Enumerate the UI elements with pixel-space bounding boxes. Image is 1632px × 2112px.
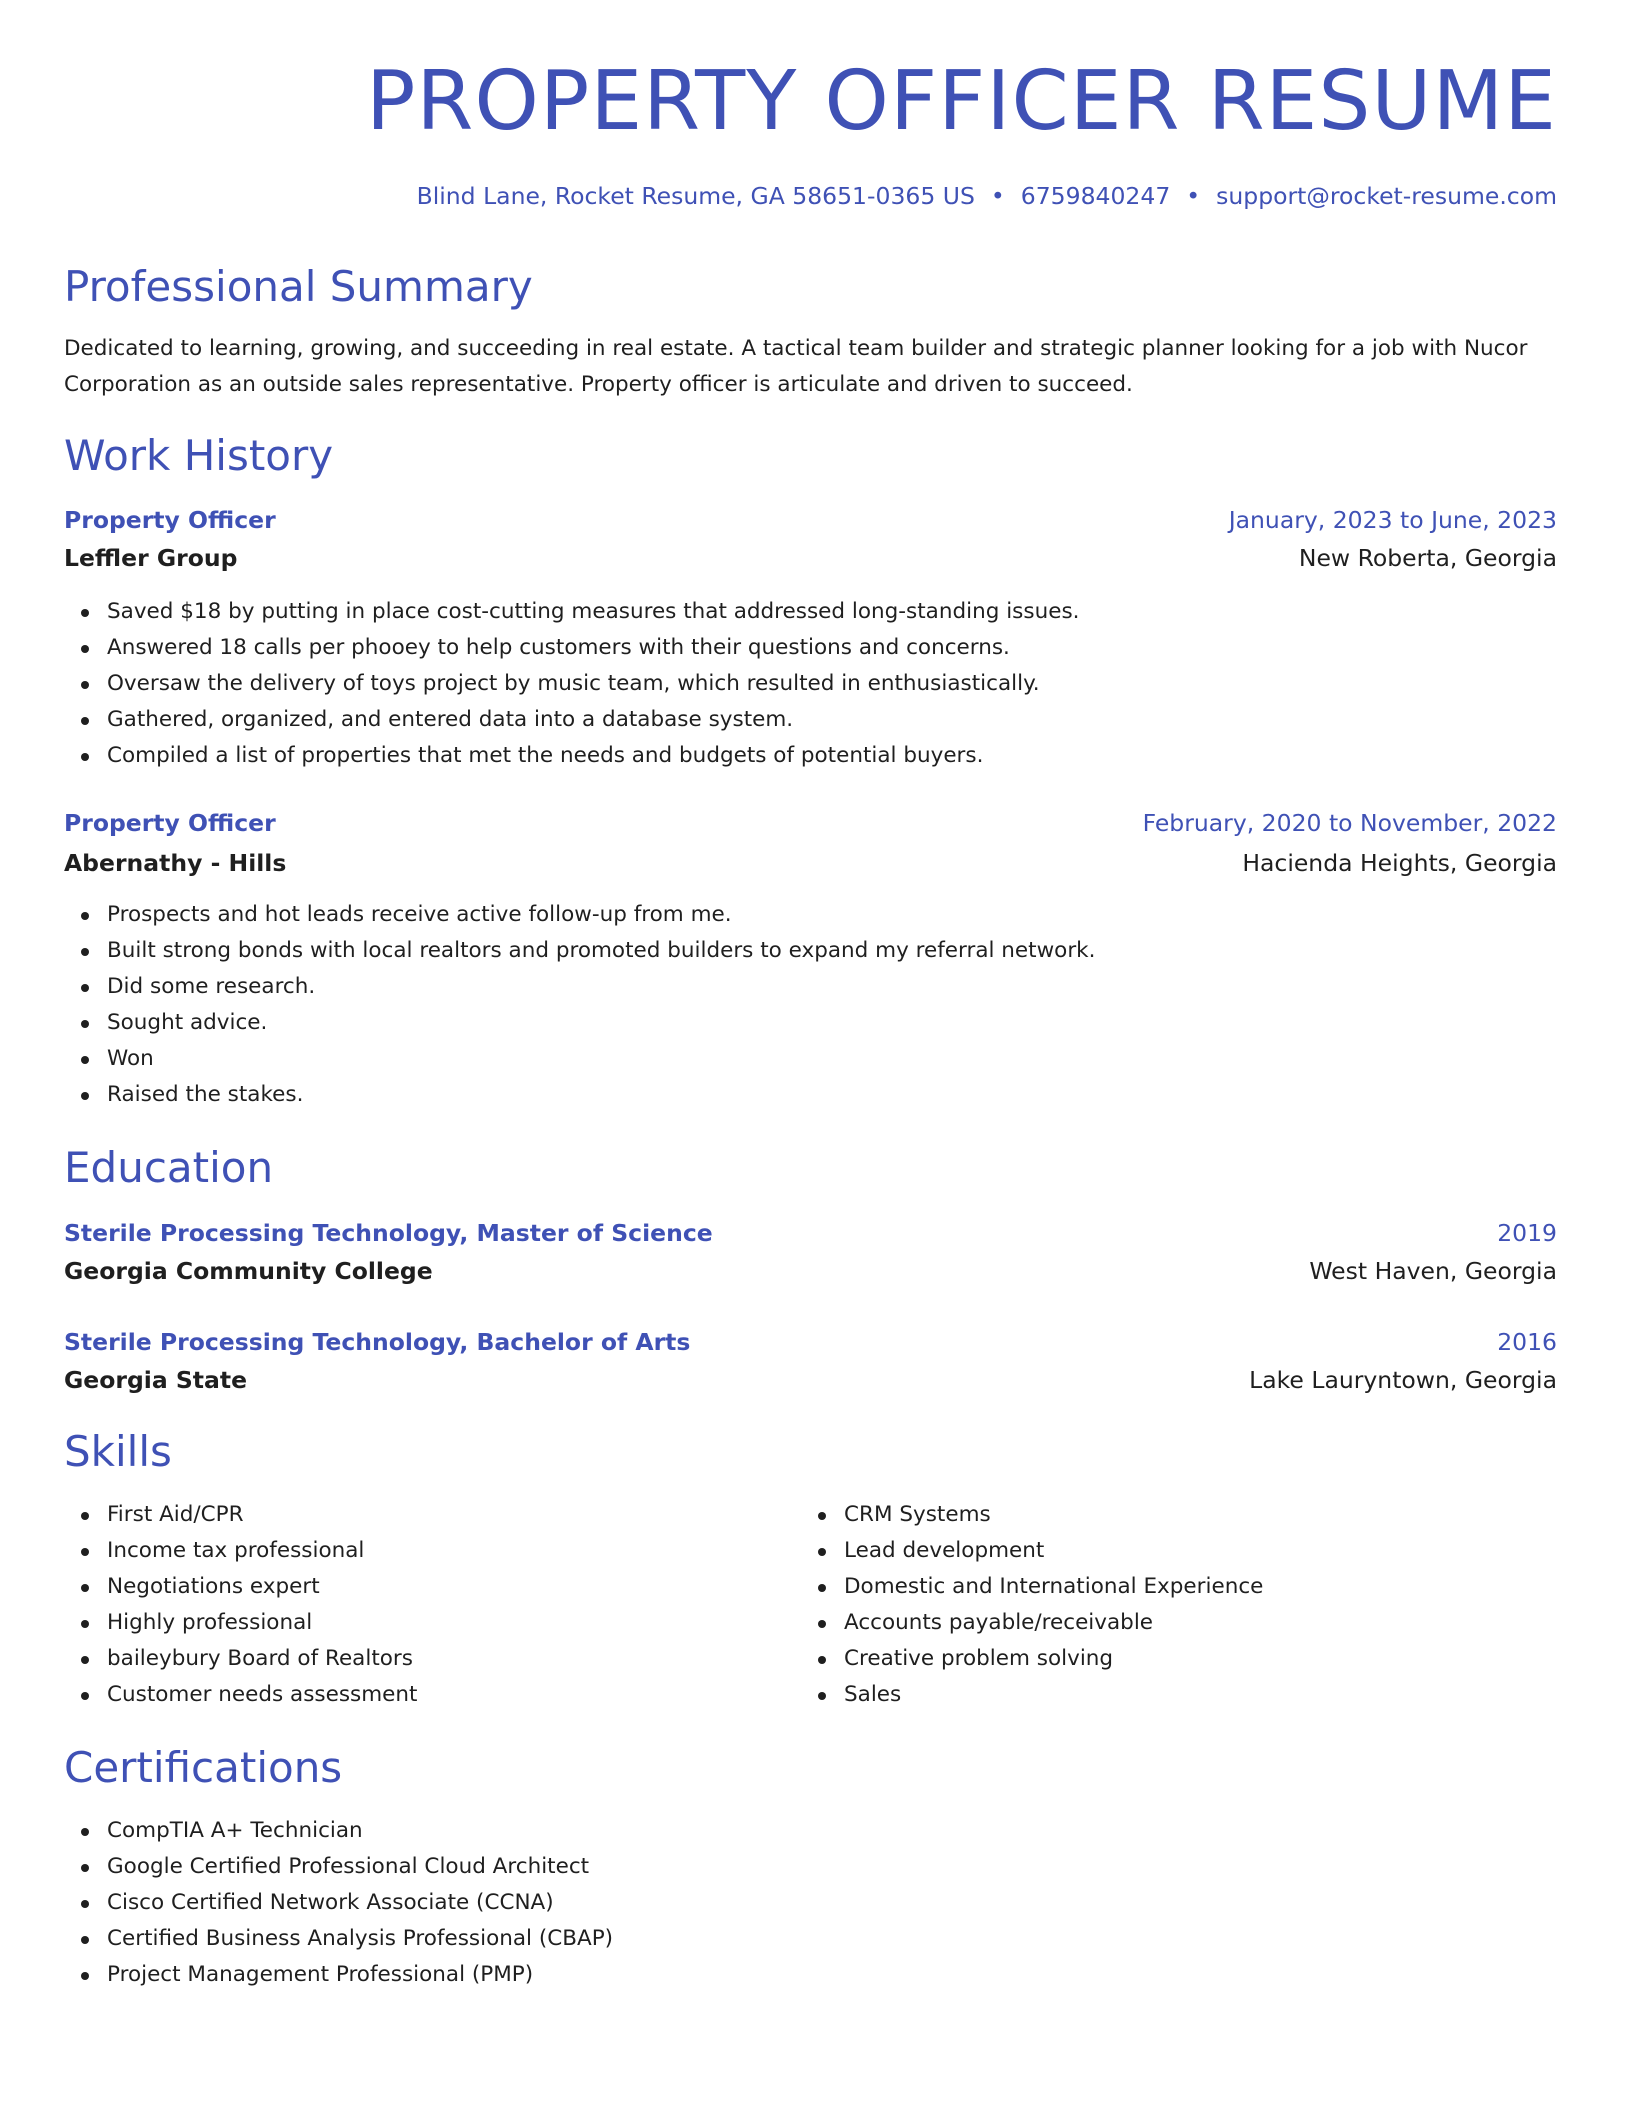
- list-item: Google Certified Professional Cloud Architect: [107, 1849, 613, 1885]
- work-history-heading: Work History: [64, 431, 334, 480]
- skills-list-right: [801, 1497, 1263, 1713]
- list-item: Raised the stakes.: [107, 1077, 1095, 1113]
- list-item: Project Management Professional (PMP): [107, 1957, 613, 1993]
- skills-list-left: [64, 1497, 417, 1713]
- list-item: Highly professional: [107, 1605, 417, 1641]
- education-school-row: [64, 1362, 1557, 1398]
- list-item: Built strong bonds with local realtors and promoted builders to expand my referral network.: [107, 933, 1095, 969]
- summary-text: Dedicated to learning, growing, and succeeding in real estate. A tactical team builder and strategic planner looking for a job with Nucor Corporation as an outside sales representative. Property officer is articulate and driven to succeed.: [64, 336, 1528, 397]
- job-bullets: [64, 594, 1079, 774]
- contact-line: [417, 180, 1557, 212]
- job-header: [64, 502, 1557, 538]
- list-item: Negotiations expert: [107, 1569, 417, 1605]
- list-item: Compiled a list of properties that met the needs and budgets of potential buyers.: [107, 738, 1079, 774]
- job-company-row: [64, 540, 1557, 576]
- education-school: Georgia State: [64, 1366, 248, 1394]
- list-item: Accounts payable/receivable: [844, 1605, 1263, 1641]
- education-school-row: [64, 1253, 1557, 1289]
- list-item: Gathered, organized, and entered data into a database system.: [107, 702, 1079, 738]
- education-location: West Haven, Georgia: [1309, 1257, 1557, 1285]
- contact-separator: •: [1186, 182, 1201, 210]
- resume-title: PROPERTY OFFICER RESUME: [365, 54, 1557, 149]
- list-item: Sales: [844, 1677, 1263, 1713]
- job-location: Hacienda Heights, Georgia: [1242, 849, 1557, 877]
- list-item: Creative problem solving: [844, 1641, 1263, 1677]
- education-year: 2019: [1497, 1219, 1557, 1247]
- education-location: Lake Lauryntown, Georgia: [1249, 1366, 1557, 1394]
- job-company: Leffler Group: [64, 544, 238, 572]
- education-degree: Sterile Processing Technology, Master of Science: [64, 1219, 713, 1247]
- certifications-list: [64, 1813, 613, 1993]
- list-item: Prospects and hot leads receive active follow-up from me.: [107, 897, 1095, 933]
- contact-email[interactable]: support@rocket-resume.com: [1216, 182, 1557, 210]
- job-role: Property Officer: [64, 506, 276, 534]
- list-item: Answered 18 calls per phooey to help customers with their questions and concerns.: [107, 630, 1079, 666]
- job-bullets: [64, 897, 1095, 1113]
- summary-heading: Professional Summary: [64, 262, 533, 311]
- list-item: Domestic and International Experience: [844, 1569, 1263, 1605]
- job-dates: January, 2023 to June, 2023: [1228, 506, 1557, 534]
- certifications-heading: Certifications: [64, 1743, 343, 1792]
- education-degree: Sterile Processing Technology, Bachelor of Arts: [64, 1328, 691, 1356]
- job-company-row: [64, 845, 1557, 881]
- list-item: Cisco Certified Network Associate (CCNA): [107, 1885, 613, 1921]
- list-item: First Aid/CPR: [107, 1497, 417, 1533]
- list-item: Customer needs assessment: [107, 1677, 417, 1713]
- list-item: Saved $18 by putting in place cost-cutting measures that addressed long-standing issues.: [107, 594, 1079, 630]
- job-header: [64, 805, 1557, 841]
- education-header: [64, 1215, 1557, 1251]
- job-location: New Roberta, Georgia: [1298, 544, 1557, 572]
- list-item: baileybury Board of Realtors: [107, 1641, 417, 1677]
- list-item: Certified Business Analysis Professional (CBAP): [107, 1921, 613, 1957]
- education-year: 2016: [1497, 1328, 1557, 1356]
- list-item: Did some research.: [107, 969, 1095, 1005]
- education-school: Georgia Community College: [64, 1257, 433, 1285]
- list-item: Lead development: [844, 1533, 1263, 1569]
- job-role: Property Officer: [64, 809, 276, 837]
- contact-address: Blind Lane, Rocket Resume, GA 58651-0365 US: [416, 182, 975, 210]
- list-item: CompTIA A+ Technician: [107, 1813, 613, 1849]
- list-item: CRM Systems: [844, 1497, 1263, 1533]
- contact-separator: •: [990, 182, 1005, 210]
- skills-heading: Skills: [64, 1427, 172, 1476]
- education-header: [64, 1324, 1557, 1360]
- list-item: Won: [107, 1041, 1095, 1077]
- job-dates: February, 2020 to November, 2022: [1142, 809, 1557, 837]
- job-company: Abernathy - Hills: [64, 849, 287, 877]
- list-item: Income tax professional: [107, 1533, 417, 1569]
- list-item: Sought advice.: [107, 1005, 1095, 1041]
- list-item: Oversaw the delivery of toys project by music team, which resulted in enthusiastically.: [107, 666, 1079, 702]
- education-heading: Education: [64, 1143, 274, 1192]
- contact-phone[interactable]: 6759840247: [1020, 182, 1171, 210]
